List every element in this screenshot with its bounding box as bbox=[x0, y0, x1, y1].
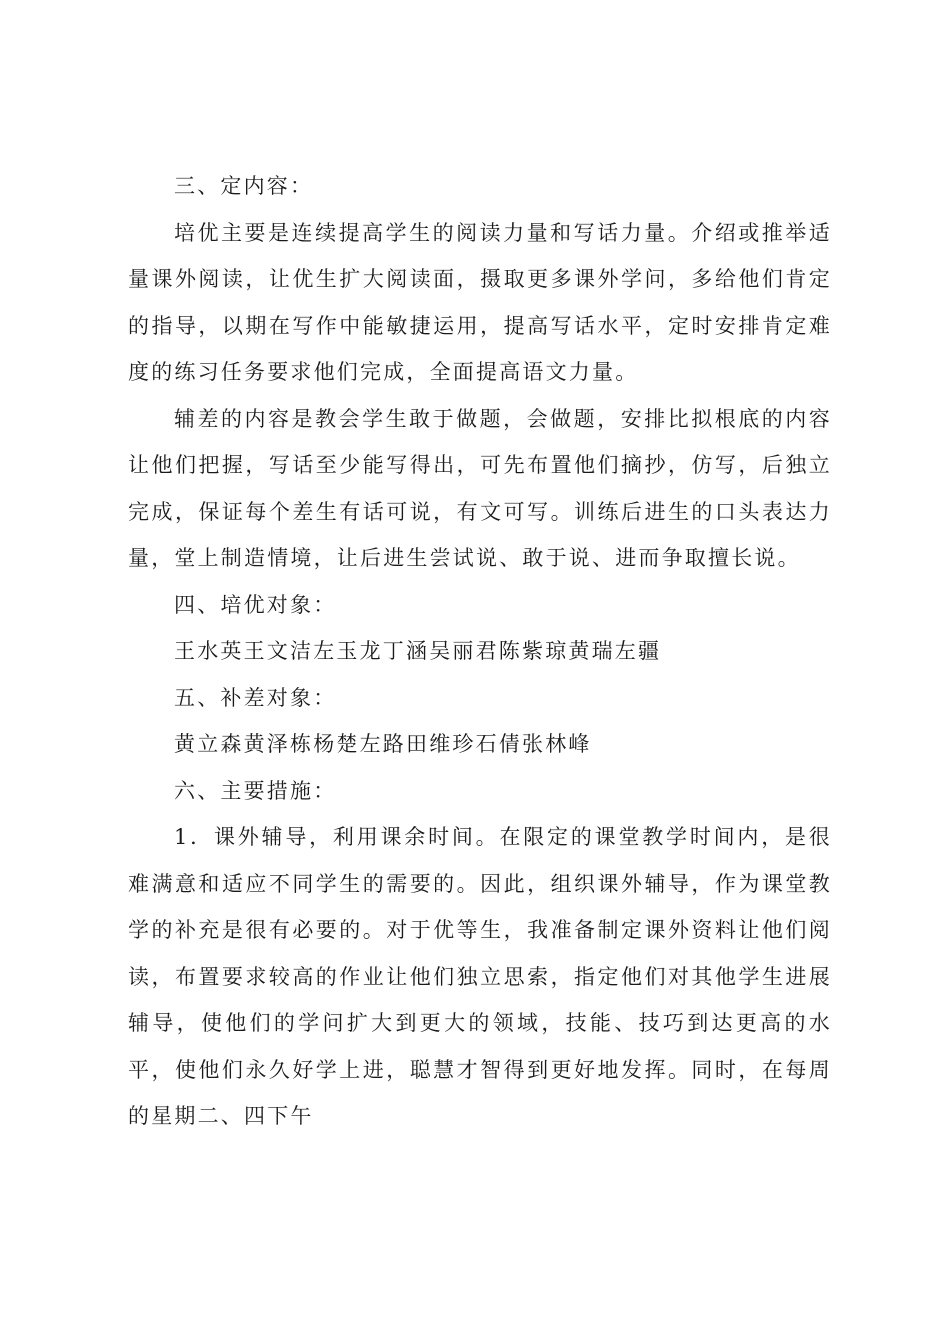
paragraph-advanced-content: 培优主要是连续提高学生的阅读力量和写话力量。介绍或推举适量课外阅读，让优生扩大阅读面，摄取更多课外学问，多给他们肯定的指导，以期在写作中能敏捷运用，提高写话水平，定时安排肯定难度的练习任务要求他们完成，全面提高语文力量。 bbox=[128, 220, 832, 384]
section-heading-content: 三、定内容： bbox=[174, 174, 314, 198]
document-body bbox=[128, 163, 832, 1140]
paragraph-remedial-content: 辅差的内容是教会学生敢于做题，会做题，安排比拟根底的内容让他们把握，写话至少能写得出，可先布置他们摘抄，仿写，后独立完成，保证每个差生有话可说，有文可写。训练后进生的口头表达力量，堂上制造情境，让后进生尝试说、敢于说、进而争取擅长说。 bbox=[128, 406, 832, 570]
section-heading-measures: 六、主要措施： bbox=[174, 778, 337, 803]
section-heading-advanced-students: 四、培优对象： bbox=[174, 592, 337, 617]
section-heading-remedial-students: 五、补差对象： bbox=[174, 685, 337, 710]
remedial-students-list: 黄立森黄泽栋杨楚左路田维珍石倩张林峰 bbox=[174, 732, 592, 756]
advanced-students-list: 王水英王文洁左玉龙丁涵吴丽君陈紫琼黄瑞左疆 bbox=[174, 639, 662, 663]
paragraph-measure-1: 1．课外辅导，利用课余时间。在限定的课堂教学时间内，是很难满意和适应不同学生的需要的。因此，组织课外辅导，作为课堂教学的补充是很有必要的。对于优等生，我准备制定课外资料让他们阅读，布置要求较高的作业让他们独立思索，指定他们对其他学生进展辅导，使他们的学问扩大到更大的领域，技能、技巧到达更高的水平，使他们永久好学上进，聪慧才智得到更好地发挥。同时，在每周的星期二、四下午 bbox=[128, 825, 832, 1128]
